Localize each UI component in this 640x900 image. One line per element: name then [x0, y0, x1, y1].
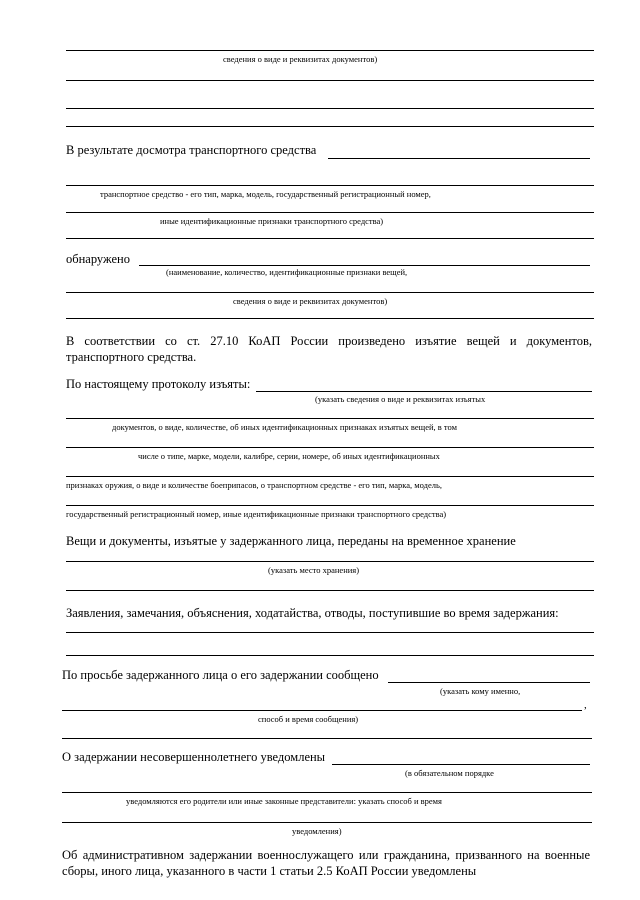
seized-fill-line[interactable]: [256, 391, 592, 392]
caption-notify-whom: (указать кому именно,: [440, 686, 521, 696]
fill-line[interactable]: [62, 822, 592, 823]
caption-minor-3: уведомления): [292, 826, 342, 836]
fill-line[interactable]: [62, 738, 592, 739]
fill-line[interactable]: [62, 710, 582, 711]
minor-notified-label: О задержании несовершеннолетнего уведомлены: [62, 750, 326, 764]
fill-line[interactable]: [66, 126, 594, 127]
statements-label: Заявления, замечания, объяснения, ходатайства, отводы, поступившие во время задержания:: [66, 606, 559, 620]
fill-line[interactable]: [66, 318, 594, 319]
caption-found-items: (наименование, количество, идентификационные признаки вещей,: [166, 267, 408, 277]
caption-seized-5: государственный регистрационный номер, иные идентификационные признаки транспортного средства): [66, 509, 447, 519]
fill-line[interactable]: [66, 632, 594, 633]
caption-vehicle-2: иные идентификационные признаки транспортного средства): [160, 216, 384, 226]
fill-line[interactable]: [66, 655, 594, 656]
fill-line[interactable]: [66, 212, 594, 213]
inspection-fill-line[interactable]: [328, 158, 590, 159]
caption-seized-2: документов, о виде, количестве, об иных идентификационных признаках изъятых вещей, в том: [112, 422, 457, 432]
fill-line[interactable]: [66, 476, 594, 477]
fill-line[interactable]: [66, 561, 594, 562]
request-notified-fill-line[interactable]: [388, 682, 590, 683]
caption-notify-how: способ и время сообщения): [258, 714, 359, 724]
fill-line[interactable]: [66, 238, 594, 239]
fill-line[interactable]: [66, 418, 594, 419]
fill-line[interactable]: [66, 50, 594, 51]
transferred-label: Вещи и документы, изъятые у задержанного лица, переданы на временное хранение: [66, 534, 516, 548]
minor-notified-fill-line[interactable]: [332, 764, 590, 765]
fill-line[interactable]: [66, 505, 594, 506]
fill-line[interactable]: [66, 80, 594, 81]
found-label: обнаружено: [66, 252, 130, 266]
caption-seized-3: числе о типе, марке, модели, калибре, серии, номере, об иных идентификационных: [138, 451, 440, 461]
fill-line[interactable]: [62, 792, 592, 793]
seized-label: По настоящему протоколу изъяты:: [66, 377, 251, 391]
request-notified-label: По просьбе задержанного лица о его задержании сообщено: [62, 668, 379, 682]
caption-seized-1: (указать сведения о виде и реквизитах изъятых: [315, 394, 486, 404]
caption-minor-1: (в обязательном порядке: [405, 768, 494, 778]
military-paragraph: Об административном задержании военнослужащего или гражданина, призванного на военные сборы, иного лица, указанного в части 1 статьи 2.5 КоАП России уведомлены: [62, 848, 590, 878]
fill-line[interactable]: [66, 292, 594, 293]
caption-minor-2: уведомляются его родители или иные законные представители: указать способ и время: [126, 796, 442, 806]
found-fill-line[interactable]: [139, 265, 590, 266]
caption-doc-details: сведения о виде и реквизитах документов): [223, 54, 378, 64]
caption-doc-details-2: сведения о виде и реквизитах документов): [233, 296, 388, 306]
fill-line[interactable]: [66, 447, 594, 448]
caption-seized-4: признаках оружия, о виде и количестве боеприпасов, о транспортном средстве - его тип, марка, модель,: [66, 480, 442, 490]
caption-storage: (указать место хранения): [268, 565, 360, 575]
inspection-label: В результате досмотра транспортного средства: [66, 143, 317, 157]
fill-line[interactable]: [66, 108, 594, 109]
comma-mark: ,: [584, 699, 587, 711]
caption-vehicle-1: транспортное средство - его тип, марка, модель, государственный регистрационный номер,: [100, 189, 431, 199]
fill-line[interactable]: [66, 590, 594, 591]
seizure-paragraph: В соответствии со ст. 27.10 КоАП России произведено изъятие вещей и документов, транспортного средства.: [66, 334, 592, 364]
fill-line[interactable]: [66, 185, 594, 186]
